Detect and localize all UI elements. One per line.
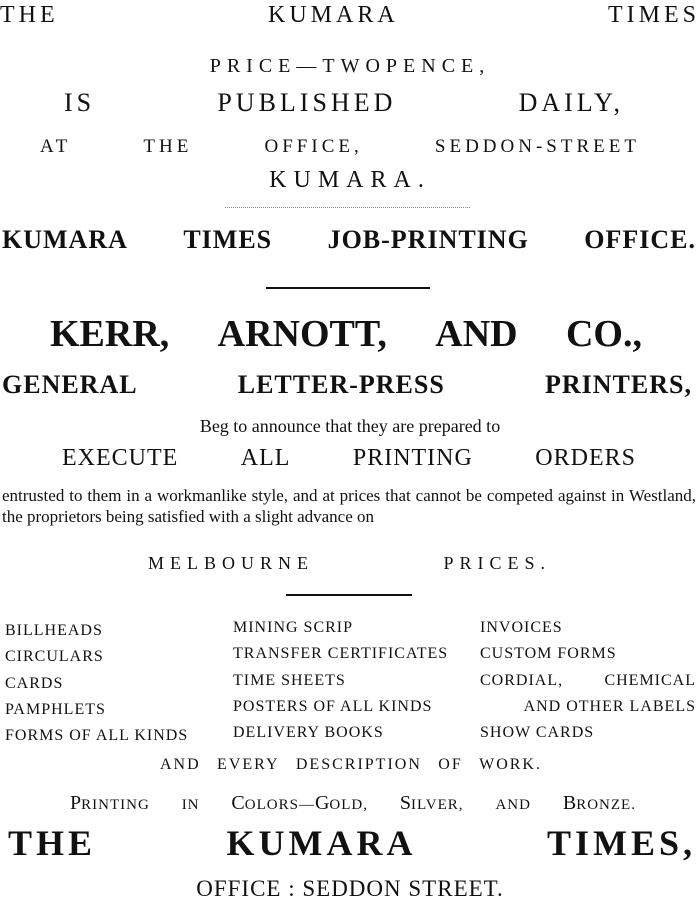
trade-word: LETTER-PRESS	[237, 370, 445, 399]
services-column-3	[480, 615, 696, 746]
office-address-line	[40, 136, 640, 158]
published-word: PUBLISHED	[217, 88, 397, 117]
service-item: BILLHEADS	[5, 622, 103, 639]
service-item: PAMPHLETS	[5, 700, 106, 718]
office-word: AT	[40, 136, 72, 157]
printers-name-word: AND	[435, 313, 518, 355]
colors-word: COLORS—GOLD,	[231, 792, 368, 814]
colors-word: PRINTING	[70, 792, 150, 814]
service-item: TIME SHEETS	[233, 671, 346, 689]
services-column-2	[233, 615, 448, 746]
office-word: THE	[143, 136, 193, 157]
announce-line: Beg to announce that they are prepared to	[199, 416, 501, 436]
job-word: TIMES	[183, 225, 273, 254]
service-item: AND OTHER LABELS	[523, 697, 696, 715]
masthead-word: KUMARA	[267, 2, 399, 28]
closing-word: DESCRIPTION	[295, 756, 422, 773]
service-item: FORMS OF ALL KINDS	[5, 727, 189, 745]
job-word: KUMARA	[2, 225, 128, 254]
footer-word: THE	[8, 823, 97, 863]
colors-word: SILVER,	[399, 792, 464, 814]
masthead-word: TIMES	[608, 2, 700, 28]
service-item: TRANSFER CERTIFICATES	[233, 645, 449, 663]
closing-word: EVERY	[217, 756, 280, 773]
service-item: CORDIAL, CHEMICAL	[480, 671, 696, 689]
masthead-title	[0, 2, 700, 36]
footer-office-line: OFFICE : SEDDON STREET.	[196, 876, 504, 901]
prices-word: MELBOURNE	[148, 553, 314, 573]
office-word: SEDDON-STREET	[434, 136, 640, 157]
footer-word: TIMES,	[546, 823, 696, 863]
footer-word: KUMARA	[226, 823, 417, 863]
divider-rule	[266, 287, 430, 289]
printing-in-colors-line	[70, 792, 636, 815]
melbourne-prices-line	[148, 553, 551, 574]
colors-word: BRONZE.	[562, 792, 636, 814]
colors-word: AND	[495, 797, 531, 813]
prices-word: PRICES.	[443, 553, 551, 573]
closing-word: WORK.	[479, 756, 542, 773]
service-item: INVOICES	[480, 619, 563, 636]
service-item: SHOW CARDS	[480, 724, 595, 742]
service-item: CUSTOM FORMS	[480, 645, 617, 663]
printers-name-word: ARNOTT,	[217, 313, 387, 355]
printers-name-word: KERR,	[50, 313, 170, 355]
office-word: OFFICE,	[264, 136, 363, 157]
trade-word: GENERAL	[2, 370, 138, 399]
service-item: POSTERS OF ALL KINDS	[233, 697, 433, 715]
execute-word: PRINTING	[352, 445, 473, 471]
job-word: OFFICE.	[584, 225, 696, 254]
footer-title	[8, 822, 696, 864]
job-printing-heading	[2, 225, 696, 255]
service-item: DELIVERY BOOKS	[233, 724, 384, 742]
published-word: IS	[64, 88, 96, 117]
closing-word: OF	[438, 756, 463, 773]
price-line: PRICE—TWOPENCE,	[209, 55, 491, 77]
divider-rule	[286, 594, 412, 596]
execute-word: ALL	[240, 445, 291, 471]
published-word: DAILY,	[518, 88, 624, 117]
execute-word: ORDERS	[535, 445, 636, 471]
printers-name	[50, 312, 642, 356]
masthead-word: THE	[0, 2, 59, 28]
colors-word: IN	[181, 797, 200, 813]
town-line: KUMARA.	[269, 167, 431, 193]
every-description-line	[160, 756, 542, 774]
execute-word: EXECUTE	[62, 445, 179, 471]
trade-heading	[2, 370, 692, 400]
execute-orders-line	[62, 445, 636, 472]
job-word: JOB-PRINTING	[327, 225, 529, 254]
closing-word: AND	[160, 756, 201, 773]
terms-paragraph: entrusted to them in a workmanlike style, and at prices that cannot be competed against in Westland, the proprietors being satisfied with a slight advance on	[2, 486, 696, 526]
services-column-1	[5, 618, 188, 749]
dotted-divider	[225, 207, 470, 208]
service-item: CARDS	[5, 674, 64, 692]
service-item: CIRCULARS	[5, 648, 104, 666]
trade-word: PRINTERS,	[545, 370, 692, 399]
service-item: MINING SCRIP	[233, 619, 354, 636]
printers-name-word: CO.,	[565, 313, 642, 355]
published-daily-line	[64, 88, 624, 118]
